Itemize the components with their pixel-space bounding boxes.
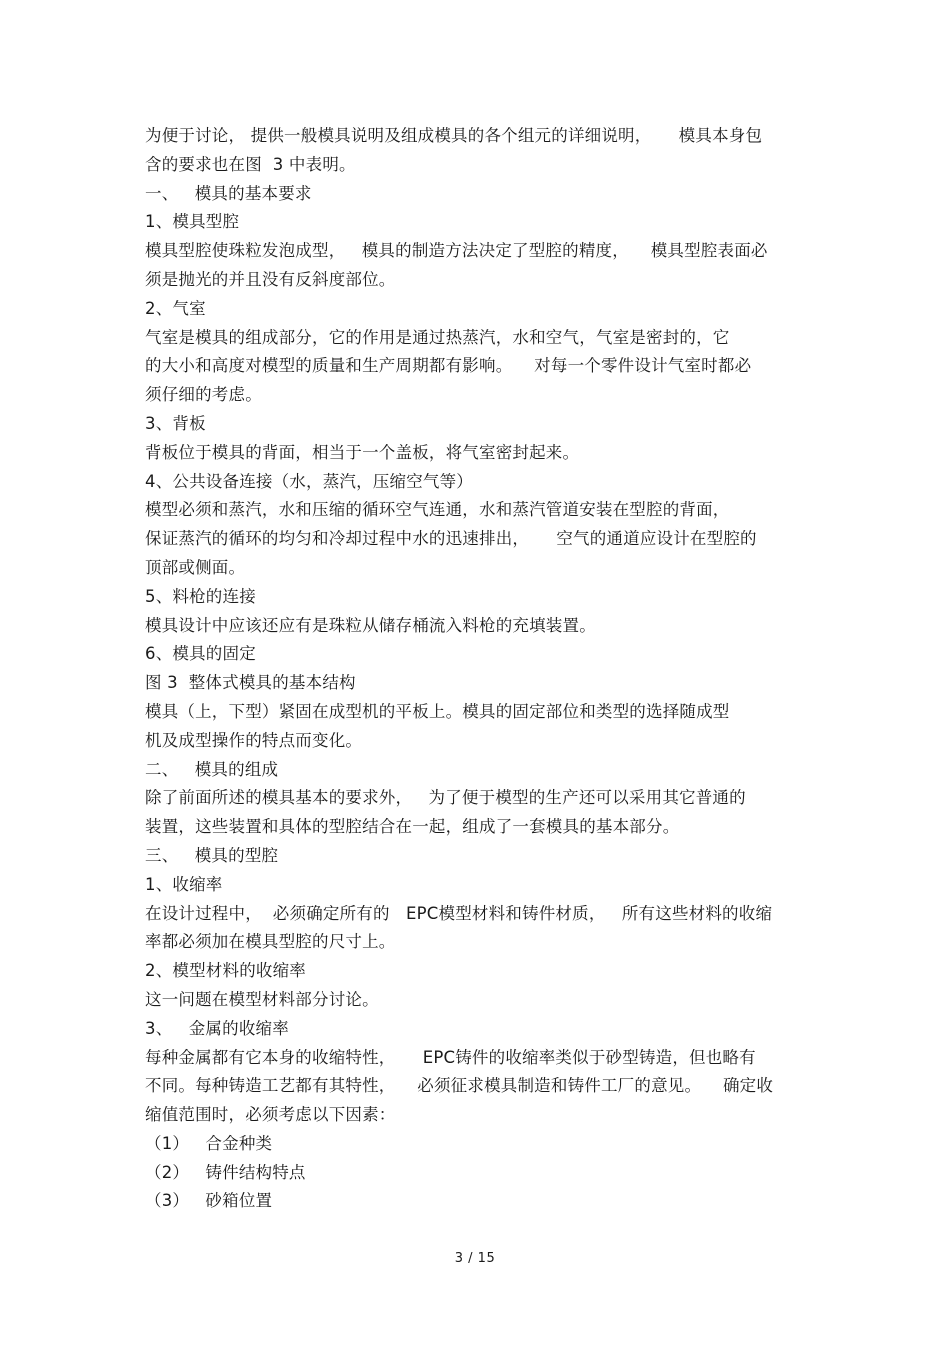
text-line: 顶部或侧面。 bbox=[145, 557, 246, 577]
text-line: 装置，这些装置和具体的型腔结合在一起，组成了一套模具的基本部分。 bbox=[145, 817, 680, 837]
subsection-heading: 2、气室 bbox=[145, 298, 206, 318]
text-line: 在设计过程中， 必须确定所有的 EPC模型材料和铸件材质， 所有这些材料的收缩 bbox=[145, 903, 773, 923]
text-line: 须仔细的考虑。 bbox=[145, 385, 262, 405]
text-line: 含的要求也在图 3 中表明。 bbox=[145, 154, 356, 174]
text-line: 缩值范围时，必须考虑以下因素： bbox=[145, 1105, 396, 1125]
text-line: 每种金属都有它本身的收缩特性， EPC铸件的收缩率类似于砂型铸造，但也略有 bbox=[145, 1047, 756, 1067]
document-body bbox=[145, 122, 810, 1216]
text-line: 背板位于模具的背面，相当于一个盖板，将气室密封起来。 bbox=[145, 442, 580, 462]
list-item: （3） 砂箱位置 bbox=[145, 1191, 273, 1211]
list-item: （1） 合金种类 bbox=[145, 1133, 273, 1153]
text-line: 模具设计中应该还应有是珠粒从储存桶流入料枪的充填装置。 bbox=[145, 615, 596, 635]
subsection-heading: 5、料枪的连接 bbox=[145, 586, 256, 606]
text-line: 这一问题在模型材料部分讨论。 bbox=[145, 989, 379, 1009]
text-line: 气室是模具的组成部分，它的作用是通过热蒸汽，水和空气，气室是密封的，它 bbox=[145, 327, 730, 347]
text-line: 的大小和高度对模型的质量和生产周期都有影响。 对每一个零件设计气室时都必 bbox=[145, 356, 752, 376]
section-heading: 一、 模具的基本要求 bbox=[145, 183, 312, 203]
text-line: 模具（上，下型）紧固在成型机的平板上。模具的固定部位和类型的选择随成型 bbox=[145, 701, 730, 721]
text-line: 为便于讨论， 提供一般模具说明及组成模具的各个组元的详细说明， 模具本身包 bbox=[145, 126, 763, 145]
subsection-heading: 4、公共设备连接（水，蒸汽，压缩空气等） bbox=[145, 471, 473, 491]
subsection-heading: 2、模型材料的收缩率 bbox=[145, 961, 306, 981]
subsection-heading: 3、 金属的收缩率 bbox=[145, 1018, 289, 1038]
subsection-heading: 1、模具型腔 bbox=[145, 212, 240, 232]
text-line: 不同。每种铸造工艺都有其特性， 必须征求模具制造和铸件工厂的意见。 确定收 bbox=[145, 1076, 774, 1096]
subsection-heading: 3、背板 bbox=[145, 413, 206, 433]
section-heading: 三、 模具的型腔 bbox=[145, 845, 279, 865]
figure-caption: 图 3 整体式模具的基本结构 bbox=[145, 673, 356, 693]
text-line: 机及成型操作的特点而变化。 bbox=[145, 730, 363, 750]
section-heading: 二、 模具的组成 bbox=[145, 759, 279, 779]
text-line: 须是抛光的并且没有反斜度部位。 bbox=[145, 269, 396, 289]
list-item: （2） 铸件结构特点 bbox=[145, 1162, 306, 1182]
subsection-heading: 1、收缩率 bbox=[145, 874, 223, 894]
text-line: 模型必须和蒸汽，水和压缩的循环空气连通，水和蒸汽管道安装在型腔的背面， bbox=[145, 500, 730, 520]
text-line: 模具型腔使珠粒发泡成型， 模具的制造方法决定了型腔的精度， 模具型腔表面必 bbox=[145, 241, 768, 261]
subsection-heading: 6、模具的固定 bbox=[145, 644, 256, 664]
page-number: 3 / 15 bbox=[454, 1251, 496, 1266]
text-line: 率都必须加在模具型腔的尺寸上。 bbox=[145, 932, 396, 952]
text-line: 保证蒸汽的循环的均匀和冷却过程中水的迅速排出， 空气的通道应设计在型腔的 bbox=[145, 529, 757, 549]
text-line: 除了前面所述的模具基本的要求外， 为了便于模型的生产还可以采用其它普通的 bbox=[145, 788, 746, 808]
